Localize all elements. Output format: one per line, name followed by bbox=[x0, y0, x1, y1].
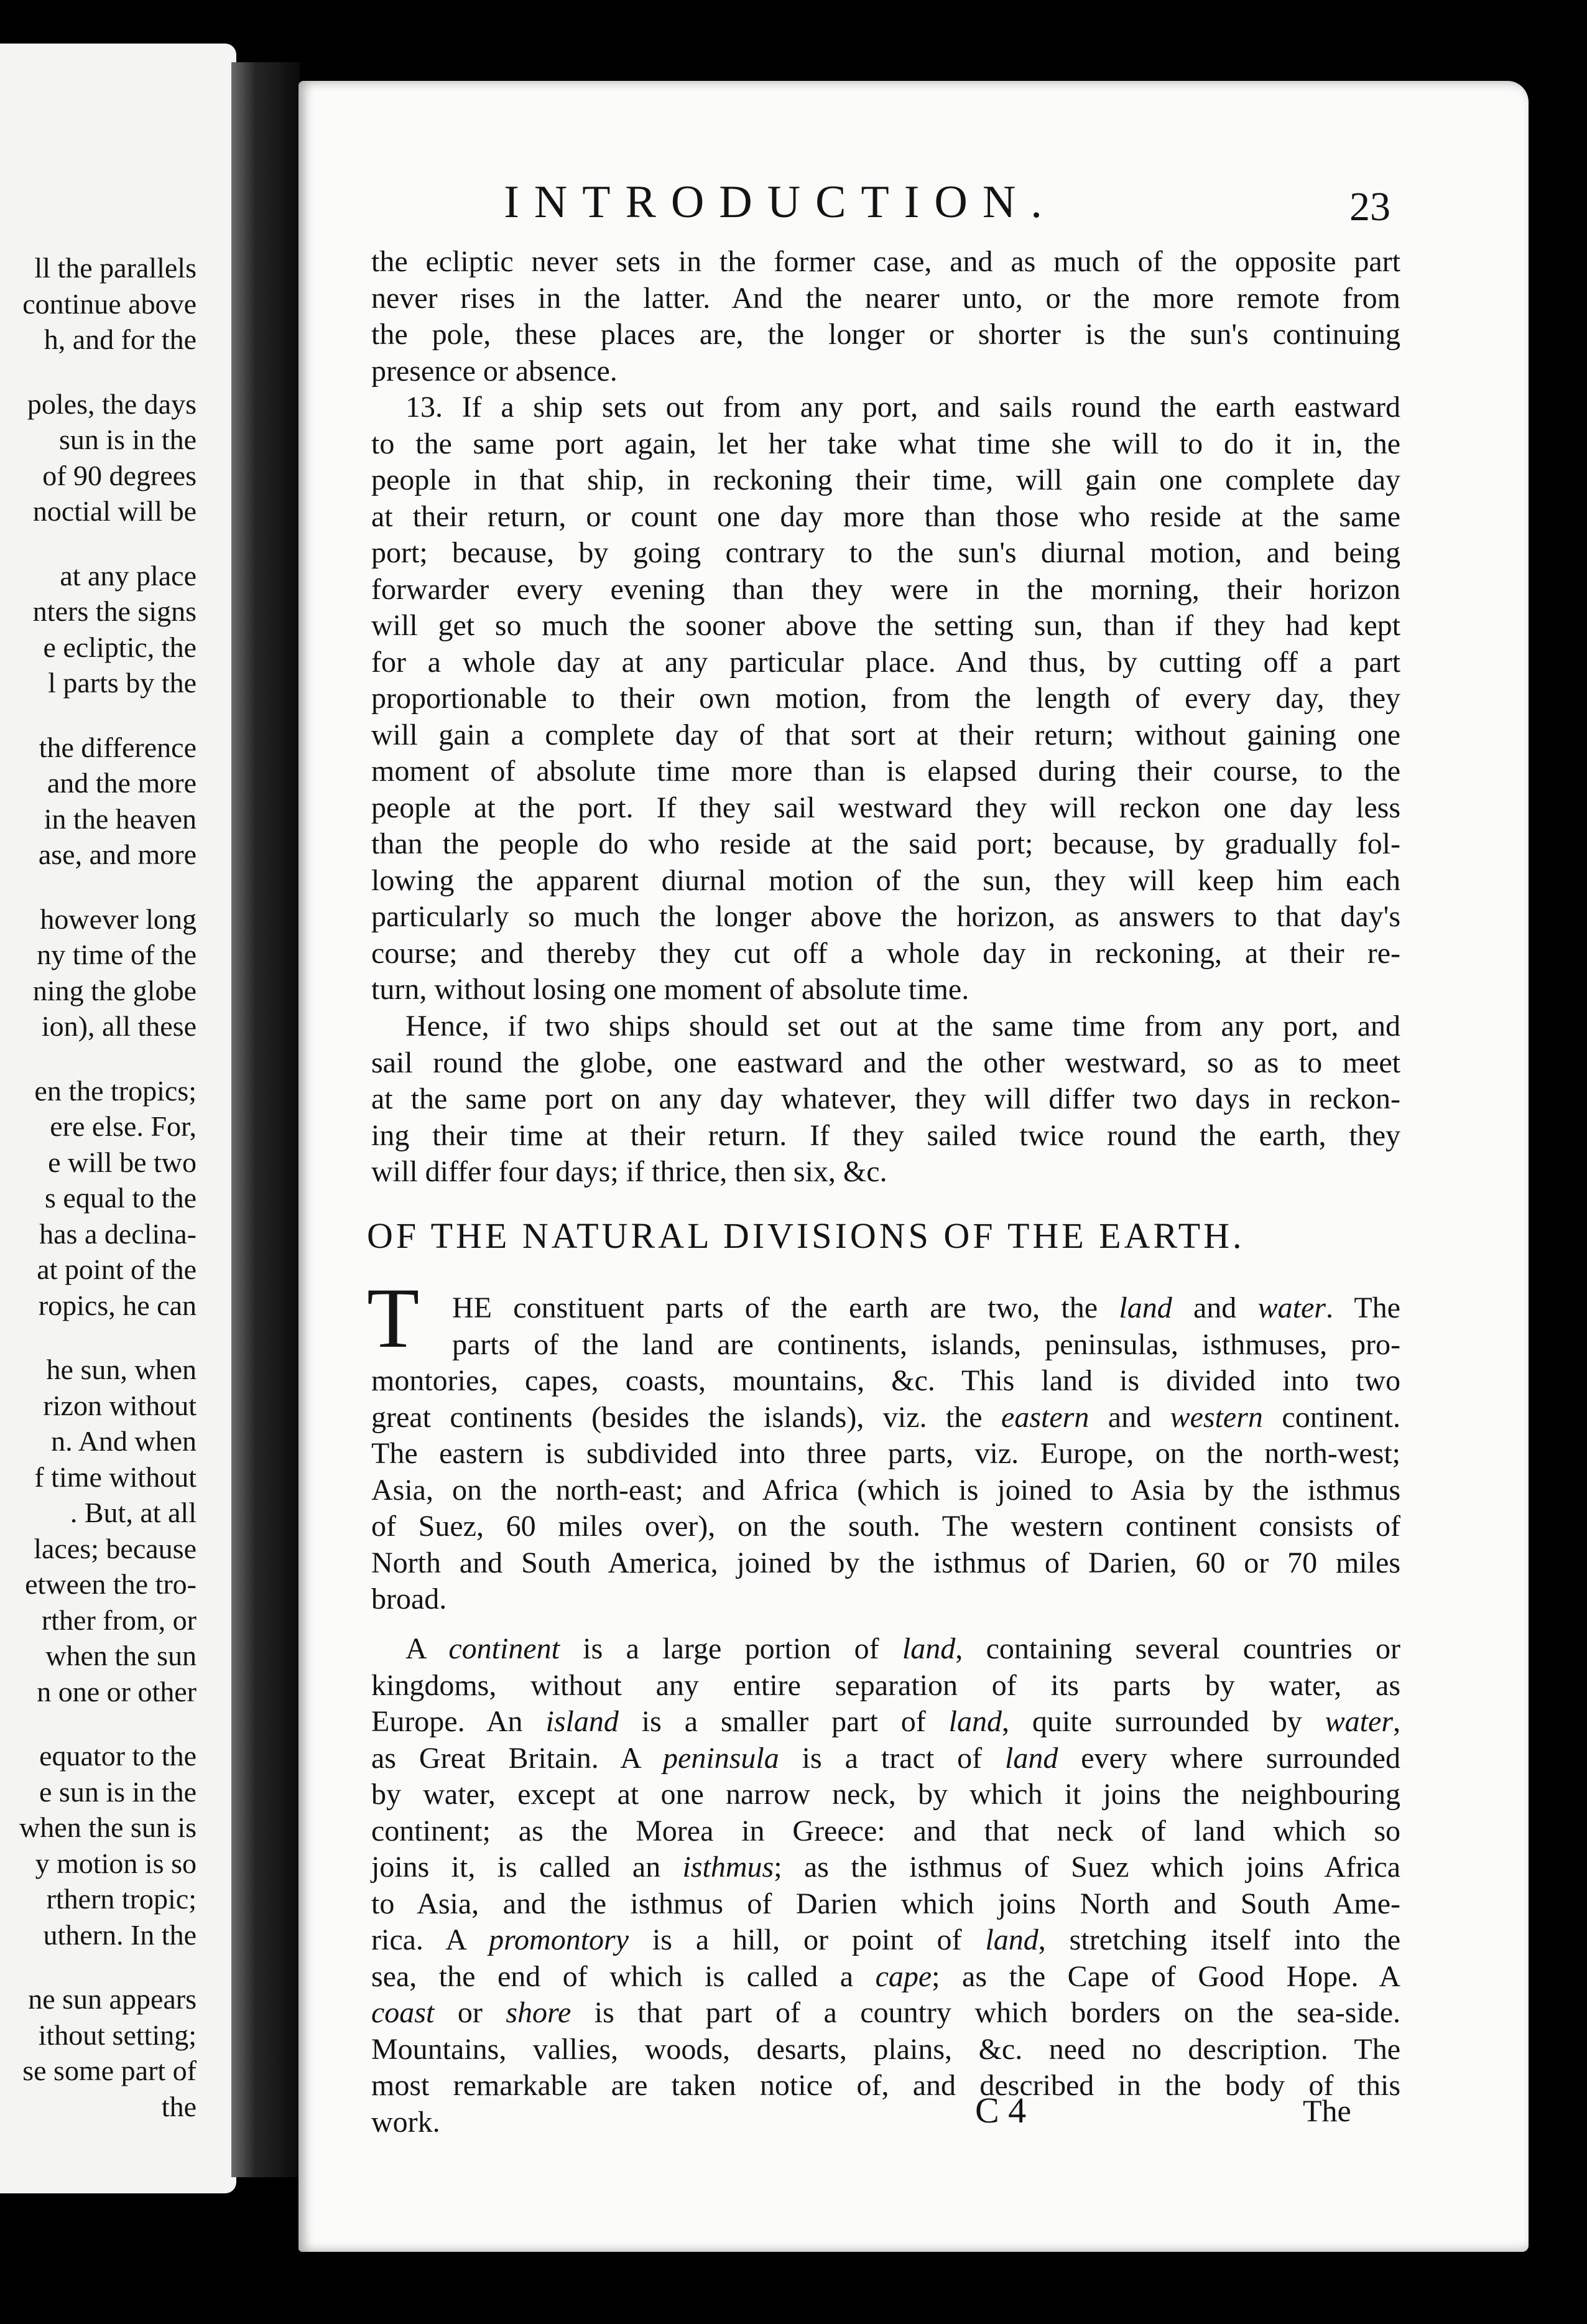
paragraph-land-and-water bbox=[371, 1290, 1400, 1618]
facing-page-line: ion), all these bbox=[41, 1010, 197, 1042]
text-line: work. bbox=[371, 2105, 440, 2139]
facing-page-line: ere else. For, bbox=[50, 1110, 197, 1142]
text-line: parts of the land are continents, islands, peninsulas, isthmuses, pro- bbox=[452, 1327, 1400, 1361]
text-line: The eastern is subdivided into three parts, viz. Europe, on the north-west; bbox=[371, 1437, 1400, 1470]
text-line: great continents (besides the islands), viz. the eastern and western continent. bbox=[371, 1400, 1401, 1434]
facing-page-line: h, and for the bbox=[44, 323, 197, 355]
facing-page-line: e will be two bbox=[48, 1146, 197, 1178]
text-line: Asia, on the north-east; and Africa (which is joined to Asia by the isthmus bbox=[371, 1473, 1400, 1507]
text-line: as Great Britain. A peninsula is a tract of land every where surrounded bbox=[371, 1741, 1400, 1775]
text-line: people in that ship, in reckoning their time, will gain one complete day bbox=[371, 463, 1400, 496]
facing-page-line: e sun is in the bbox=[39, 1775, 197, 1808]
text-line: proportionable to their own motion, from the length of every day, they bbox=[371, 682, 1400, 715]
facing-page-line: e ecliptic, the bbox=[43, 631, 197, 663]
text-line: never rises in the latter. And the nearer unto, or the more remote from bbox=[371, 281, 1400, 315]
facing-page-text-column bbox=[19, 250, 197, 2124]
text-line: to Asia, and the isthmus of Darien which joins North and South Ame- bbox=[371, 1887, 1400, 1920]
text-line: ing their time at their return. If they sailed twice round the earth, they bbox=[371, 1118, 1400, 1152]
text-line: presence or absence. bbox=[371, 354, 618, 388]
text-line: will get so much the sooner above the setting sun, than if they had kept bbox=[371, 609, 1400, 642]
paragraph-gap bbox=[19, 358, 197, 386]
text-line: kingdoms, without any entire separation of its parts by water, as bbox=[371, 1668, 1400, 1702]
facing-page-line: y motion is so bbox=[35, 1847, 197, 1879]
text-line: than the people do who reside at the said port; because, by gradually fol- bbox=[371, 827, 1400, 860]
facing-page-line: ithout setting; bbox=[38, 2019, 197, 2051]
facing-page-line: . But, at all bbox=[70, 1497, 197, 1528]
facing-page-line: noctial will be bbox=[32, 495, 197, 527]
text-line: for a whole day at any particular place. And thus, by cutting off a part bbox=[371, 645, 1400, 679]
facing-page-line: f time without bbox=[34, 1461, 197, 1493]
facing-page-line: ne sun appears bbox=[28, 1983, 197, 2015]
facing-page-line: ny time of the bbox=[37, 939, 197, 970]
facing-page-line: of 90 degrees bbox=[42, 459, 197, 491]
facing-page-line: poles, the days bbox=[27, 388, 197, 420]
paragraph-circumnavigation bbox=[371, 389, 1400, 1008]
text-line: by water, except at one narrow neck, by which it joins the neighbouring bbox=[371, 1778, 1400, 1811]
paragraph-gap bbox=[19, 873, 197, 901]
facing-page-line: en the tropics; bbox=[34, 1074, 197, 1107]
facing-page-line: and the more bbox=[47, 767, 197, 799]
paragraph-gap bbox=[19, 1953, 197, 1981]
paragraph-gap bbox=[19, 701, 197, 730]
facing-page-line: when the sun bbox=[45, 1640, 197, 1671]
facing-page-line: etween the tro- bbox=[25, 1568, 197, 1600]
text-line: will differ four days; if thrice, then six, &c. bbox=[371, 1155, 887, 1188]
paragraph-definitions bbox=[371, 1631, 1400, 2140]
facing-page-line: equator to the bbox=[39, 1740, 197, 1772]
text-line: most remarkable are taken notice of, and described in the body of this bbox=[371, 2069, 1400, 2102]
facing-page-line: sun is in the bbox=[58, 424, 197, 455]
page-title: INTRODUCTION. bbox=[504, 177, 1057, 228]
facing-page-line: ropics, he can bbox=[38, 1289, 197, 1321]
text-line: to the same port again, let her take what time she will to do it in, the bbox=[371, 427, 1400, 460]
text-line: moment of absolute time more than is elapsed during their course, to the bbox=[371, 755, 1400, 788]
paragraph-gap bbox=[19, 1323, 197, 1352]
text-line: North and South America, joined by the isthmus of Darien, 60 or 70 miles bbox=[371, 1546, 1400, 1579]
text-line: people at the port. If they sail westward they will reckon one day less bbox=[371, 791, 1400, 824]
text-line: lowing the apparent diurnal motion of the sun, they will keep him each bbox=[371, 863, 1400, 897]
text-line: will gain a complete day of that sort at their return; without gaining one bbox=[371, 718, 1400, 751]
facing-page-line: the difference bbox=[39, 731, 197, 763]
text-line: particularly so much the longer above the horizon, as answers to that day's bbox=[371, 900, 1400, 933]
text-line: course; and thereby they cut off a whole day in reckoning, at their re- bbox=[371, 936, 1400, 970]
facing-page-line: s equal to the bbox=[45, 1182, 197, 1214]
facing-page-line: at point of the bbox=[37, 1253, 197, 1285]
printer-signature-mark: C 4 bbox=[975, 2090, 1027, 2131]
facing-page-line: ning the globe bbox=[32, 974, 197, 1006]
paragraph-gap bbox=[19, 1709, 197, 1738]
facing-page-line: n. And when bbox=[51, 1425, 197, 1457]
facing-page-line: ll the parallels bbox=[34, 252, 197, 284]
text-line: Europe. An island is a smaller part of land, quite surrounded by water, bbox=[371, 1705, 1400, 1738]
paragraph-ecliptic-continuation bbox=[371, 244, 1400, 389]
facing-page-line: se some part of bbox=[22, 2055, 197, 2086]
facing-page-line: when the sun is bbox=[19, 1811, 197, 1843]
text-line: the pole, these places are, the longer or shorter is the sun's continuing bbox=[371, 318, 1400, 351]
book-gutter-shadow bbox=[231, 62, 300, 2177]
text-line: continent; as the Morea in Greece: and that neck of land which so bbox=[371, 1814, 1400, 1848]
facing-page-line: rizon without bbox=[43, 1389, 197, 1421]
facing-page-line: has a declina- bbox=[39, 1217, 197, 1250]
text-line: turn, without losing one moment of absolute time. bbox=[371, 973, 969, 1006]
text-line: at the same port on any day whatever, they will differ two days in reckon- bbox=[371, 1082, 1400, 1115]
book-page bbox=[298, 81, 1529, 2252]
text-line: of Suez, 60 miles over), on the south. The western continent consists of bbox=[371, 1510, 1400, 1543]
text-line: at their return, or count one day more than those who reside at the same bbox=[371, 500, 1400, 533]
drop-cap-initial: T bbox=[367, 1270, 420, 1365]
text-line: HE constituent parts of the earth are two, the land and water. The bbox=[452, 1291, 1400, 1324]
text-line: Hence, if two ships should set out at the same time from any port, and bbox=[405, 1010, 1400, 1043]
text-line: the ecliptic never sets in the former case, and as much of the opposite part bbox=[371, 245, 1400, 278]
facing-page-line: n one or other bbox=[37, 1675, 197, 1708]
facing-page-line: l parts by the bbox=[48, 667, 197, 699]
text-line: forwarder every evening than they were in the morning, their horizon bbox=[371, 572, 1400, 606]
facing-page-fragment bbox=[0, 44, 236, 2193]
text-line: montories, capes, coasts, mountains, &c. This land is divided into two bbox=[371, 1364, 1400, 1397]
section-heading: OF THE NATURAL DIVISIONS OF THE EARTH. bbox=[367, 1215, 1245, 1256]
facing-page-line: at any place bbox=[60, 559, 197, 592]
text-line: Mountains, vallies, woods, desarts, plains, &c. need no description. The bbox=[371, 2032, 1400, 2066]
text-line: port; because, by going contrary to the sun's diurnal motion, and being bbox=[371, 536, 1400, 569]
facing-page-line: nters the signs bbox=[32, 595, 197, 627]
facing-page-line: however long bbox=[40, 903, 197, 935]
facing-page-line: laces; because bbox=[34, 1532, 197, 1564]
text-line: sail round the globe, one eastward and the other westward, so as to meet bbox=[371, 1046, 1400, 1079]
text-line: sea, the end of which is called a cape; as the Cape of Good Hope. A bbox=[371, 1959, 1400, 1993]
facing-page-line: the bbox=[161, 2090, 197, 2122]
paragraph-gap bbox=[19, 529, 197, 558]
facing-page-line: rther from, or bbox=[41, 1604, 197, 1636]
facing-page-line: ase, and more bbox=[38, 839, 197, 870]
catchword: The bbox=[1303, 2093, 1351, 2128]
facing-page-line: uthern. In the bbox=[43, 1918, 197, 1951]
text-line: coast or shore is that part of a country which borders on the sea-side. bbox=[371, 1996, 1400, 2029]
text-line: A continent is a large portion of land, containing several countries or bbox=[405, 1632, 1401, 1665]
paragraph-two-ships bbox=[371, 1008, 1400, 1191]
facing-page-line: he sun, when bbox=[46, 1354, 197, 1385]
facing-page-line: continue above bbox=[22, 287, 197, 320]
text-line: rica. A promontory is a hill, or point of land, stretching itself into the bbox=[371, 1923, 1401, 1956]
page-number: 23 bbox=[1349, 184, 1390, 230]
text-line: joins it, is called an isthmus; as the isthmus of Suez which joins Africa bbox=[371, 1851, 1400, 1884]
facing-page-line: rthern tropic; bbox=[46, 1883, 197, 1915]
paragraph-gap bbox=[19, 1044, 197, 1073]
facing-page-line: in the heaven bbox=[44, 802, 197, 835]
text-line: broad. bbox=[371, 1583, 447, 1615]
text-line: 13. If a ship sets out from any port, and sails round the earth eastward bbox=[405, 391, 1400, 424]
